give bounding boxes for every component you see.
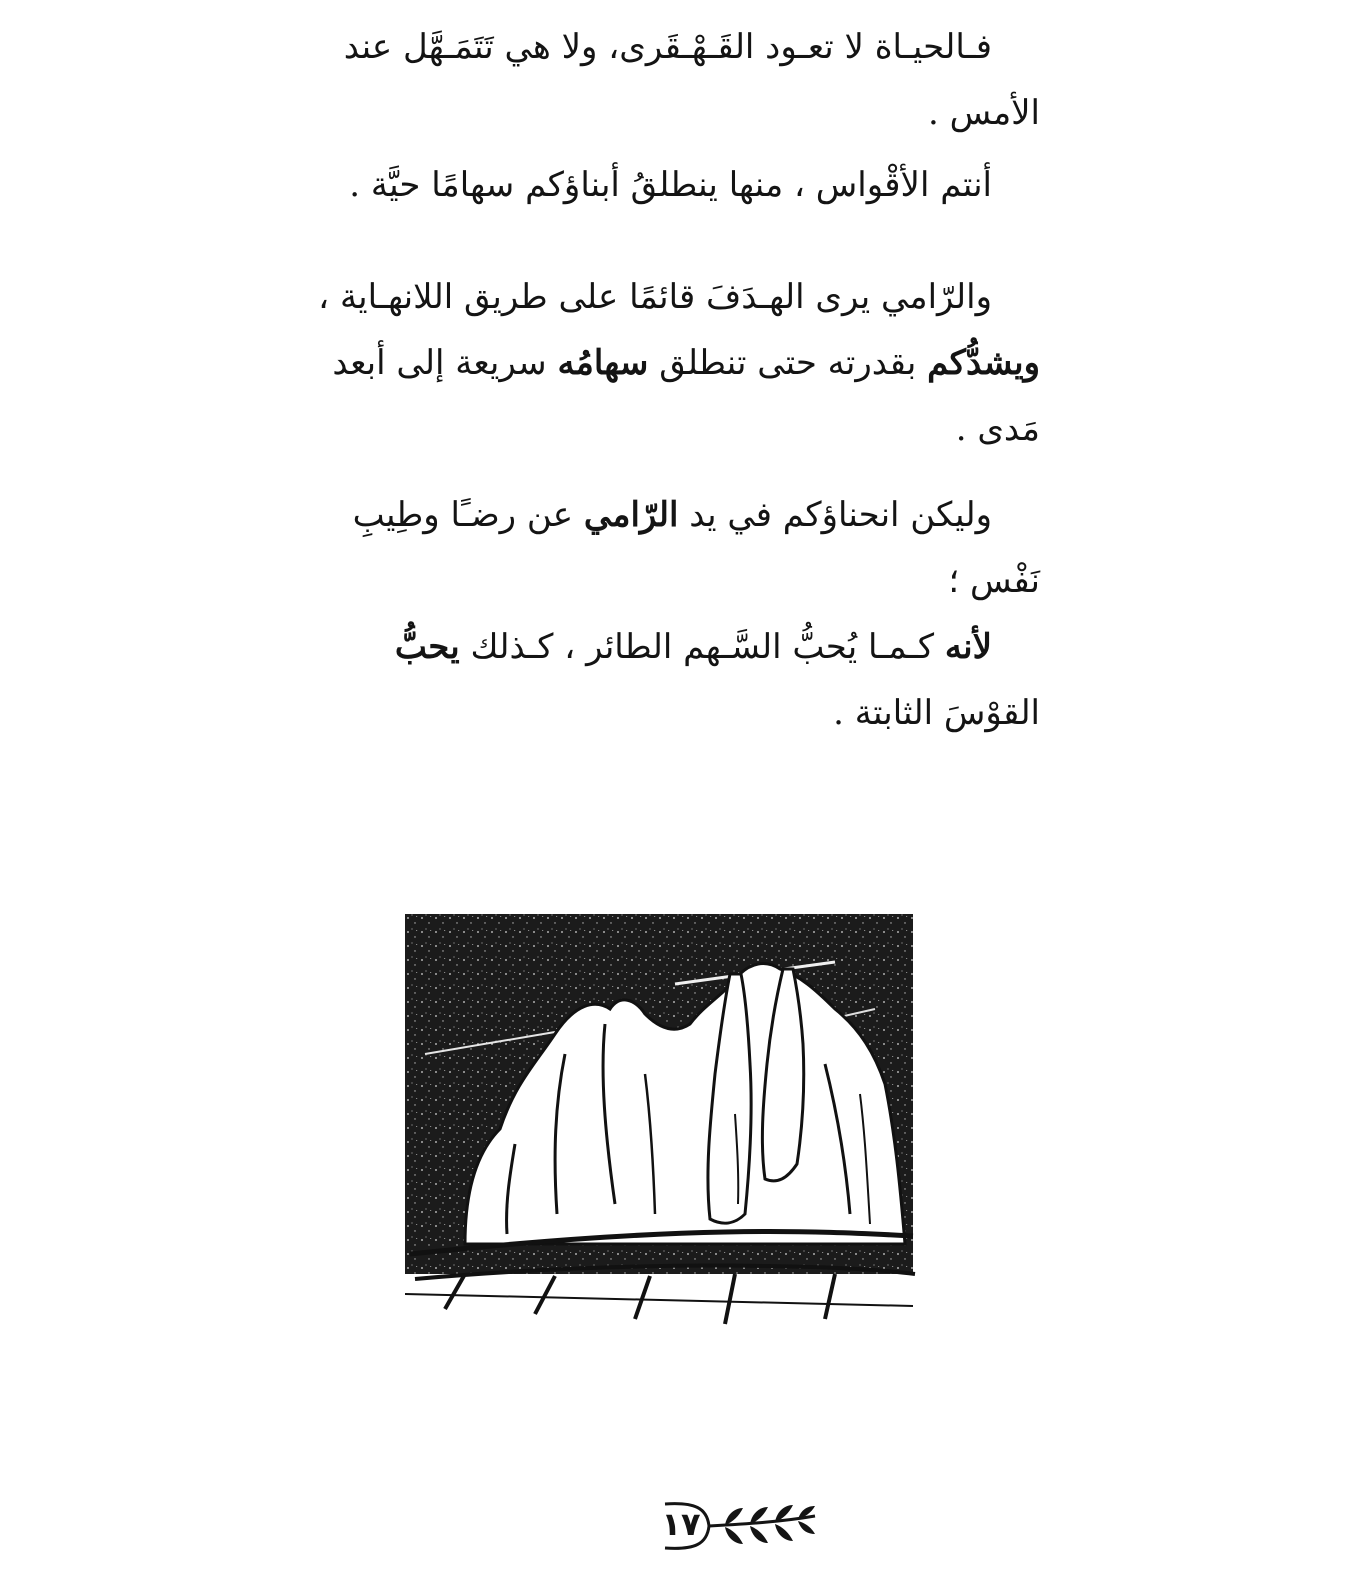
text-body [255, 14, 1040, 746]
paragraph-5-line-2: القوْسَ الثابتة . [833, 693, 1040, 733]
paragraph-1-line-2: الأمس . [927, 93, 1040, 133]
paragraph-5-bold-2: يحبُّ [394, 627, 460, 667]
olive-branch-icon [655, 1496, 825, 1556]
paragraph-4-line-2: نَفْس ؛ [948, 561, 1040, 601]
paragraph-3-line-2 [255, 330, 1040, 396]
paragraph-3-text-end: سريعة إلى أبعد [332, 343, 558, 383]
veiled-figures-illustration [405, 914, 917, 1334]
paragraph-1 [255, 14, 1040, 146]
paragraph-2-line-1: أنتم الأقْواس ، منها ينطلقُ أبناؤكم سهامًا حيَّة . [349, 165, 992, 205]
illustration-drawing [405, 914, 917, 1334]
page-footer [655, 1496, 825, 1556]
paragraph-5-line-1 [255, 614, 1040, 680]
paragraph-5 [255, 614, 1040, 746]
paragraph-3-text: بقدرته حتى تنطلق [648, 343, 928, 383]
paragraph-4-bold: الرّامي [583, 495, 679, 535]
page-number: ١٧ [661, 1505, 701, 1543]
paragraph-3-line-3: مَدى . [955, 409, 1040, 449]
paragraph-4-text-start: وليكن انحناؤكم في يد [678, 495, 992, 535]
paragraph-4-line-1 [255, 482, 1040, 548]
paragraph-4 [255, 482, 1040, 614]
paragraph-3 [255, 264, 1040, 462]
paragraph-4-text-end: عن رضـًا وطِيبِ [352, 495, 584, 535]
paragraph-3-bold-1: ويشدُّكم [927, 343, 1040, 383]
paragraph-5-text: كـمـا يُحبُّ السَّـهم الطائر ، كـذلك [459, 627, 945, 667]
paragraph-5-bold-1: لأنه [944, 627, 992, 667]
paragraph-2 [255, 152, 1040, 218]
paragraph-1-line-1: فـالحيـاة لا تعـود القَـهْـقَرى، ولا هي تَتَمَـهَّل عند [343, 27, 992, 67]
paragraph-3-bold-2: سهامُه [557, 343, 649, 383]
paragraph-3-line-1: والرّامي يرى الهـدَفَ قائمًا على طريق اللانهـاية ، [318, 277, 992, 317]
